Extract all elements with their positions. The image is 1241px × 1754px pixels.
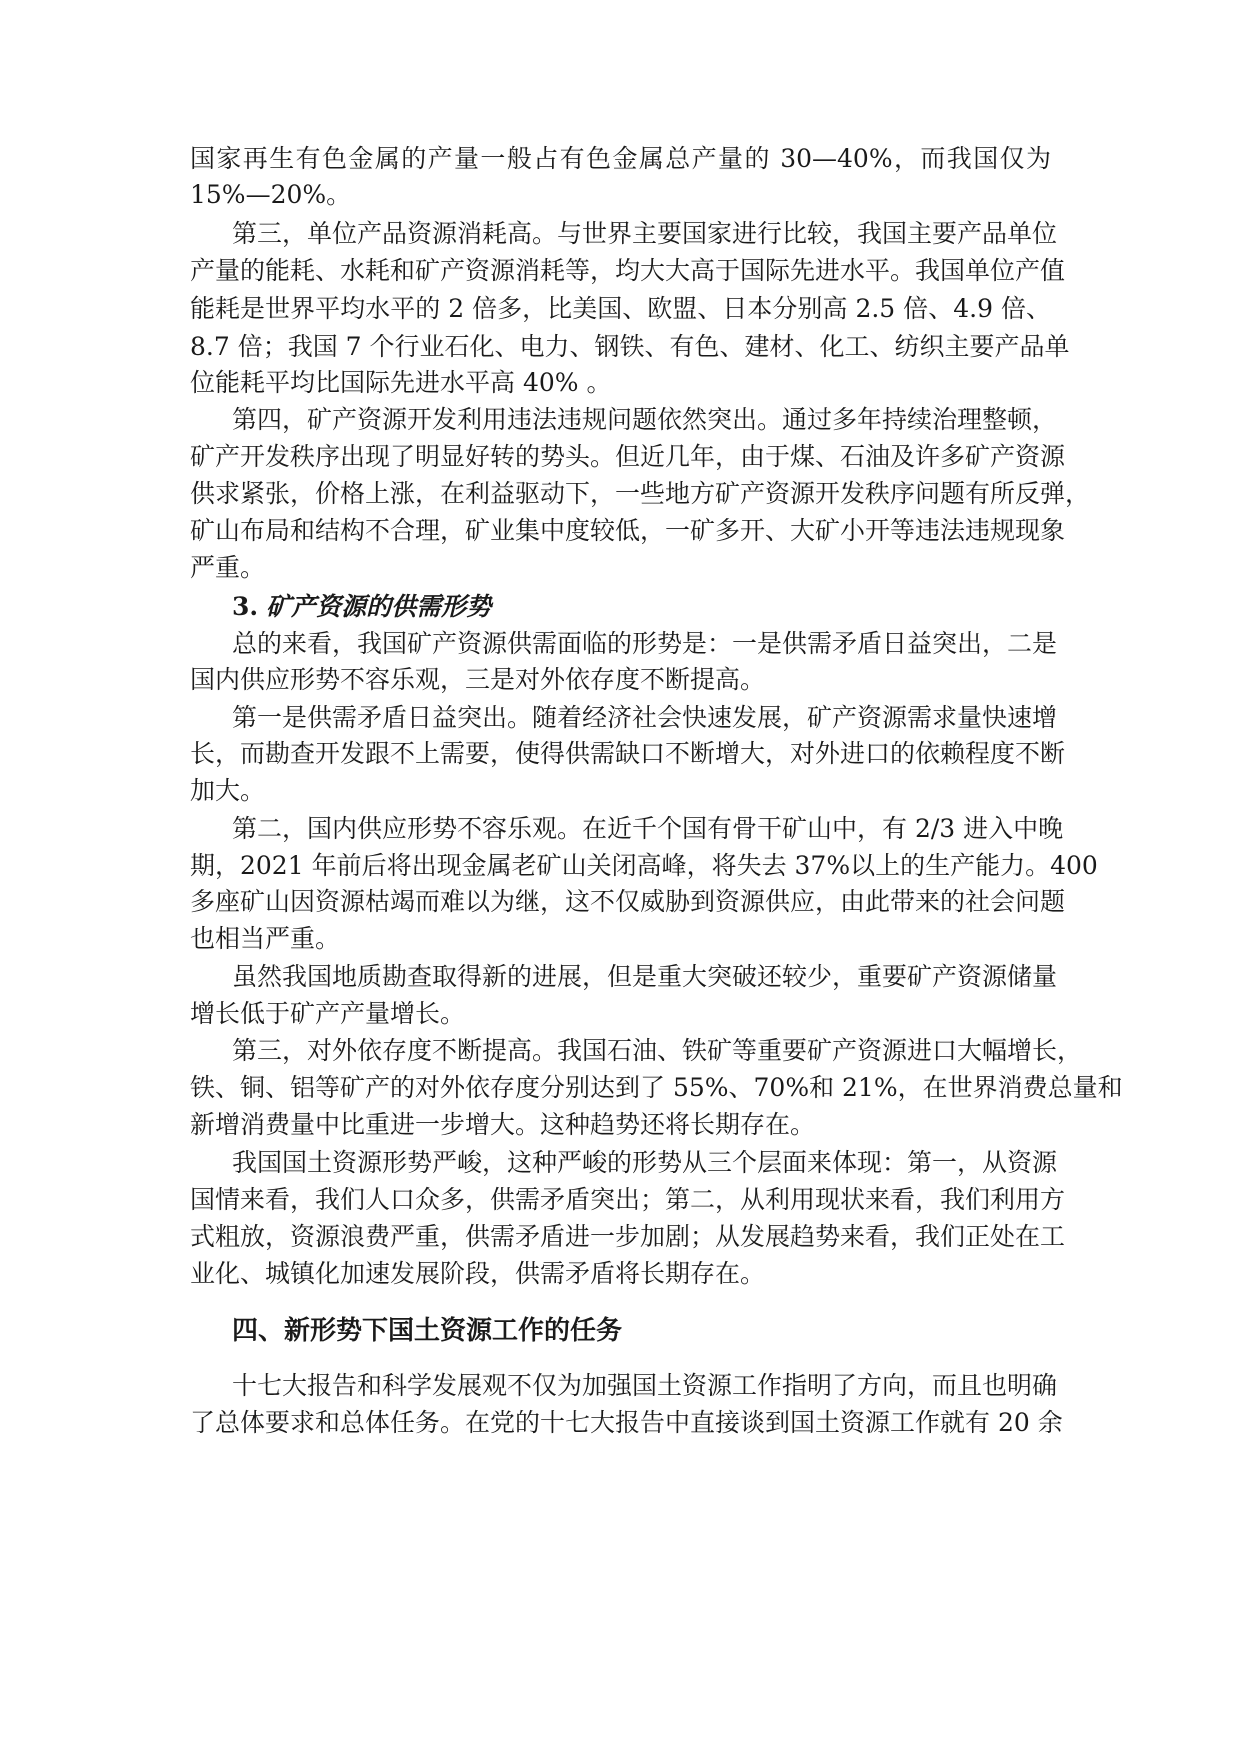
- text-line: 位能耗平均比国际先进水平高 40% 。: [190, 368, 612, 397]
- text-line: 总的来看，我国矿产资源供需面临的形势是：一是供需矛盾日益突出，二是: [232, 629, 1058, 658]
- text-line: 增长低于矿产产量增长。: [190, 999, 466, 1028]
- text-line: 国家再生有色金属的产量一般占有色金属总产量的 30—40%，而我国仅为: [190, 144, 1051, 173]
- text-line: 15%—20%。: [190, 180, 352, 209]
- section-number: 3.: [232, 592, 259, 621]
- text-line: 我国国土资源形势严峻，这种严峻的形势从三个层面来体现：第一，从资源: [232, 1148, 1058, 1177]
- text-line: 供求紧张，价格上涨，在利益驱动下，一些地方矿产资源开发秩序问题有所反弹，: [190, 479, 1091, 508]
- text-line: 矿产开发秩序出现了明显好转的势头。但近几年，由于煤、石油及许多矿产资源: [190, 442, 1066, 471]
- text-line: 多座矿山因资源枯竭而难以为继，这不仅威胁到资源供应，由此带来的社会问题: [190, 887, 1066, 916]
- text-line: 国情来看，我们人口众多，供需矛盾突出；第二，从利用现状来看，我们利用方: [190, 1185, 1066, 1214]
- text-line: 新增消费量中比重进一步增大。这种趋势还将长期存在。: [190, 1110, 816, 1139]
- chapter-heading: 四、新形势下国土资源工作的任务: [232, 1316, 623, 1346]
- text-line: 产量的能耗、水耗和矿产资源消耗等，均大大高于国际先进水平。我国单位产值: [190, 256, 1066, 285]
- section-title: 矿产资源的供需形势: [266, 592, 492, 621]
- text-line: 虽然我国地质勘查取得新的进展，但是重大突破还较少，重要矿产资源储量: [232, 962, 1058, 991]
- text-line: 铁、铜、铝等矿产的对外依存度分别达到了 55%、70%和 21%，在世界消费总量和: [190, 1073, 1123, 1102]
- text-line: 第四，矿产资源开发利用违法违规问题依然突出。通过多年持续治理整顿，: [232, 405, 1058, 434]
- text-line: 第三，单位产品资源消耗高。与世界主要国家进行比较，我国主要产品单位: [232, 219, 1058, 248]
- text-line: 8.7 倍；我国 7 个行业石化、电力、钢铁、有色、建材、化工、纺织主要产品单: [190, 332, 1070, 361]
- text-line: 了总体要求和总体任务。在党的十七大报告中直接谈到国土资源工作就有 20 余: [190, 1408, 1063, 1437]
- text-line: 国内供应形势不容乐观，三是对外依存度不断提高。: [190, 665, 766, 694]
- text-line: 式粗放，资源浪费严重，供需矛盾进一步加剧；从发展趋势来看，我们正处在工: [190, 1222, 1066, 1251]
- text-line: 十七大报告和科学发展观不仅为加强国土资源工作指明了方向，而且也明确: [232, 1371, 1058, 1400]
- text-line: 能耗是世界平均水平的 2 倍多，比美国、欧盟、日本分别高 2.5 倍、4.9 倍、: [190, 294, 1051, 323]
- text-line: 加大。: [190, 776, 266, 805]
- text-line: 期，2021 年前后将出现金属老矿山关闭高峰，将失去 37%以上的生产能力。400: [190, 851, 1098, 880]
- section-heading: [232, 590, 491, 624]
- text-line: 长，而勘查开发跟不上需要，使得供需缺口不断增大，对外进口的依赖程度不断: [190, 739, 1066, 768]
- text-line: 严重。: [190, 553, 266, 582]
- text-line: 第二，国内供应形势不容乐观。在近千个国有骨干矿山中，有 2/3 进入中晚: [232, 814, 1064, 843]
- text-line: 矿山布局和结构不合理，矿业集中度较低，一矿多开、大矿小开等违法违规现象: [190, 516, 1066, 545]
- text-line: 第三，对外依存度不断提高。我国石油、铁矿等重要矿产资源进口大幅增长，: [232, 1036, 1083, 1065]
- text-line: 业化、城镇化加速发展阶段，供需矛盾将长期存在。: [190, 1259, 766, 1288]
- text-line: 也相当严重。: [190, 924, 341, 953]
- text-line: 第一是供需矛盾日益突出。随着经济社会快速发展，矿产资源需求量快速增: [232, 703, 1058, 732]
